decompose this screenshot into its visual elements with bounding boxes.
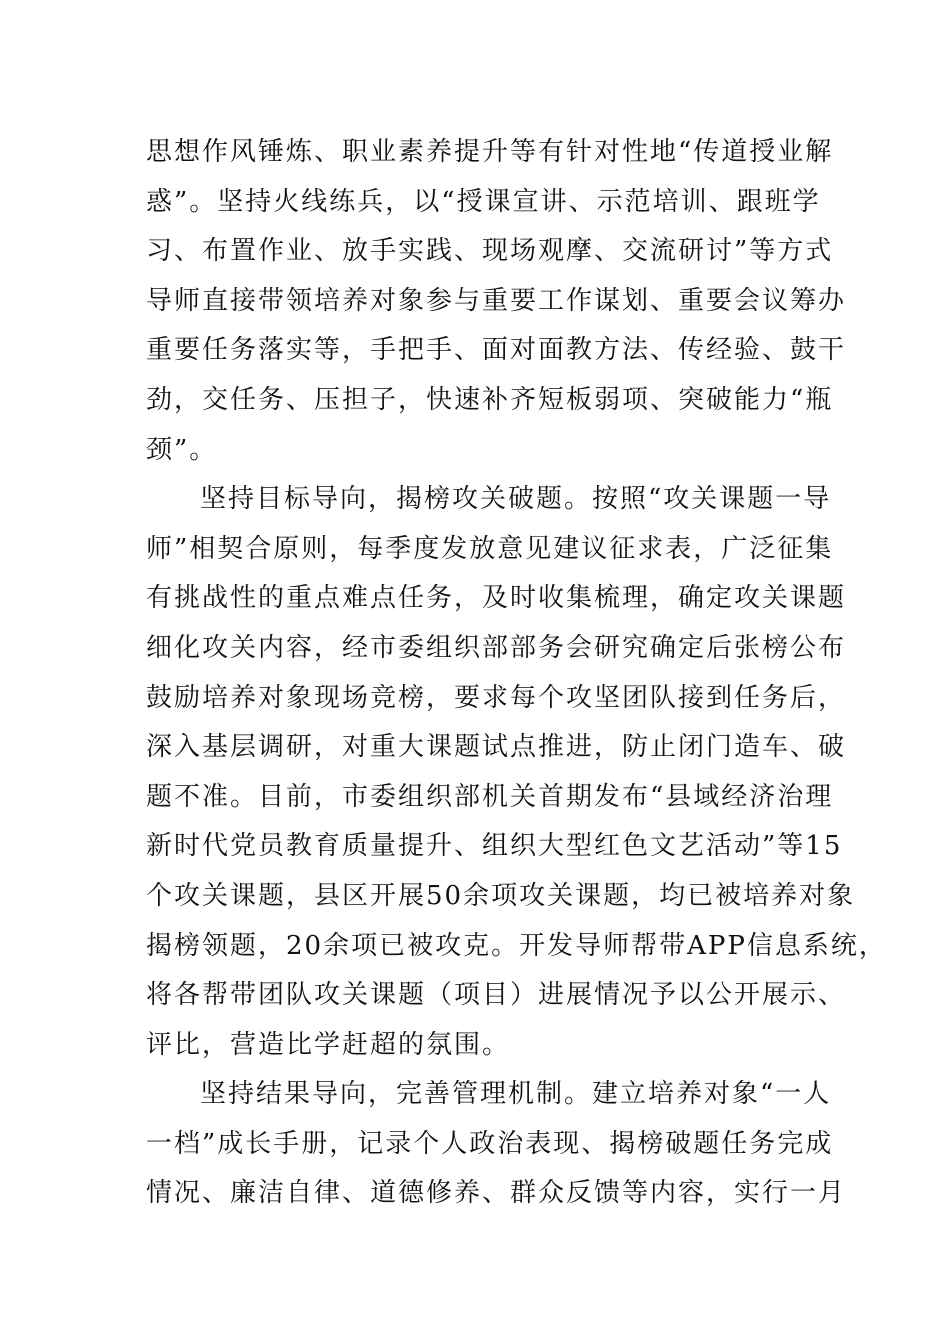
text-line: 揭榜领题，20余项已被攻克。开发导师帮带APP信息系统， — [146, 930, 887, 961]
text-line: 思想作风锤炼、职业素养提升等有针对性地“传道授业解 — [146, 137, 834, 167]
document-body — [146, 128, 887, 1219]
text-line: 颈”。 — [146, 434, 218, 465]
text-line: 细化攻关内容，经市委组织部部务会研究确定后张榜公布 — [146, 632, 847, 663]
text-line: 将各帮带团队攻关课题（项目）进展情况予以公开展示、 — [146, 980, 847, 1011]
text-line: 深入基层调研，对重大课题试点推进，防止闭门造车、破 — [146, 732, 847, 763]
paragraph-start-line: 坚持结果导向，完善管理机制。建立培养对象“一人 — [200, 1079, 832, 1110]
text-line: 一档”成长手册，记录个人政治表现、揭榜破题任务完成 — [146, 1128, 834, 1159]
text-line: 惑”。坚持火线练兵，以“授课宣讲、示范培训、跟班学 — [146, 186, 821, 217]
text-line: 劲，交任务、压担子，快速补齐短板弱项、突破能力“瓶 — [146, 384, 834, 415]
text-line: 鼓励培养对象现场竞榜，要求每个攻坚团队接到任务后， — [146, 682, 847, 713]
text-line: 评比，营造比学赶超的氛围。 — [146, 1029, 511, 1060]
text-line: 新时代党员教育质量提升、组织大型红色文艺活动”等15 — [146, 831, 843, 862]
text-line: 情况、廉洁自律、道德修养、群众反馈等内容，实行一月 — [146, 1178, 847, 1209]
text-line: 有挑战性的重点难点任务，及时收集梳理，确定攻关课题 — [146, 583, 847, 614]
paragraph-start-line: 坚持目标导向，揭榜攻关破题。按照“攻关课题一导 — [200, 484, 832, 515]
text-line: 导师直接带领培养对象参与重要工作谋划、重要会议筹办 — [146, 285, 847, 316]
text-line: 重要任务落实等，手把手、面对面教方法、传经验、鼓干 — [146, 335, 847, 366]
text-line: 习、布置作业、放手实践、现场观摩、交流研讨”等方式 — [146, 236, 834, 267]
text-line: 个攻关课题，县区开展50余项攻关课题，均已被培养对象 — [146, 880, 856, 911]
text-line: 题不准。目前，市委组织部机关首期发布“县域经济治理 — [146, 781, 834, 812]
text-line: 师”相契合原则，每季度发放意见建议征求表，广泛征集 — [146, 533, 834, 564]
